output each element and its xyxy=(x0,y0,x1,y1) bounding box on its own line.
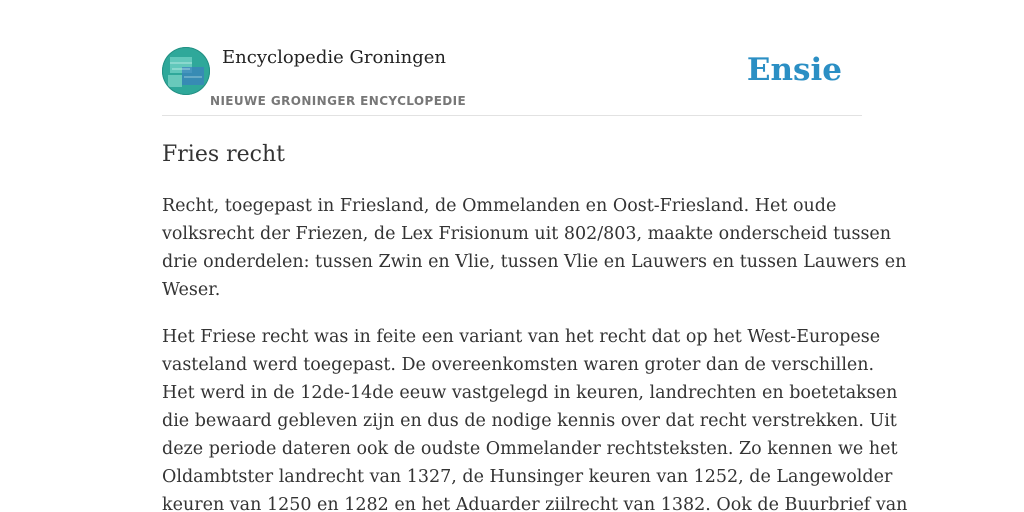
article-title: Fries recht xyxy=(162,142,285,167)
text-line: Oldambtster landrecht van 1327, de Hunsinger keuren van 1252, de Langewolder xyxy=(162,467,893,487)
text-line: die bewaard gebleven zijn en dus de nodige kennis over dat recht verstrekken. Uit xyxy=(162,411,897,431)
text-line: volksrecht der Friezen, de Lex Frisionum uit 802/803, maakte onderscheid tussen xyxy=(162,224,892,244)
text-line: Recht, toegepast in Friesland, de Ommelanden en Oost-Friesland. Het oude xyxy=(162,196,837,216)
site-header xyxy=(162,46,862,116)
site-logo[interactable] xyxy=(162,47,210,95)
paragraph xyxy=(162,192,907,304)
text-line: drie onderdelen: tussen Zwin en Vlie, tussen Vlie en Lauwers en tussen Lauwers en xyxy=(162,252,907,272)
text-line: keuren van 1250 en 1282 en het Aduarder ziilrecht van 1382. Ook de Buurbrief van xyxy=(162,495,908,512)
article-body xyxy=(162,192,908,512)
site-subtitle: NIEUWE GRONINGER ENCYCLOPEDIE xyxy=(210,94,467,108)
map-icon xyxy=(162,47,210,95)
text-line: deze periode dateren ook de oudste Ommelander rechtsteksten. Zo kennen we het xyxy=(162,439,898,459)
brand-logo[interactable]: Ensie xyxy=(746,52,842,88)
paragraph xyxy=(162,323,908,512)
text-line: Het Friese recht was in feite een variant van het recht dat op het West-Europese xyxy=(162,327,881,347)
text-line: Het werd in de 12de-14de eeuw vastgelegd in keuren, landrechten en boetetaksen xyxy=(162,383,898,403)
text-line: Weser. xyxy=(162,280,221,300)
text-line: vasteland werd toegepast. De overeenkomsten waren groter dan de verschillen. xyxy=(162,355,875,375)
site-title[interactable]: Encyclopedie Groningen xyxy=(222,47,447,68)
